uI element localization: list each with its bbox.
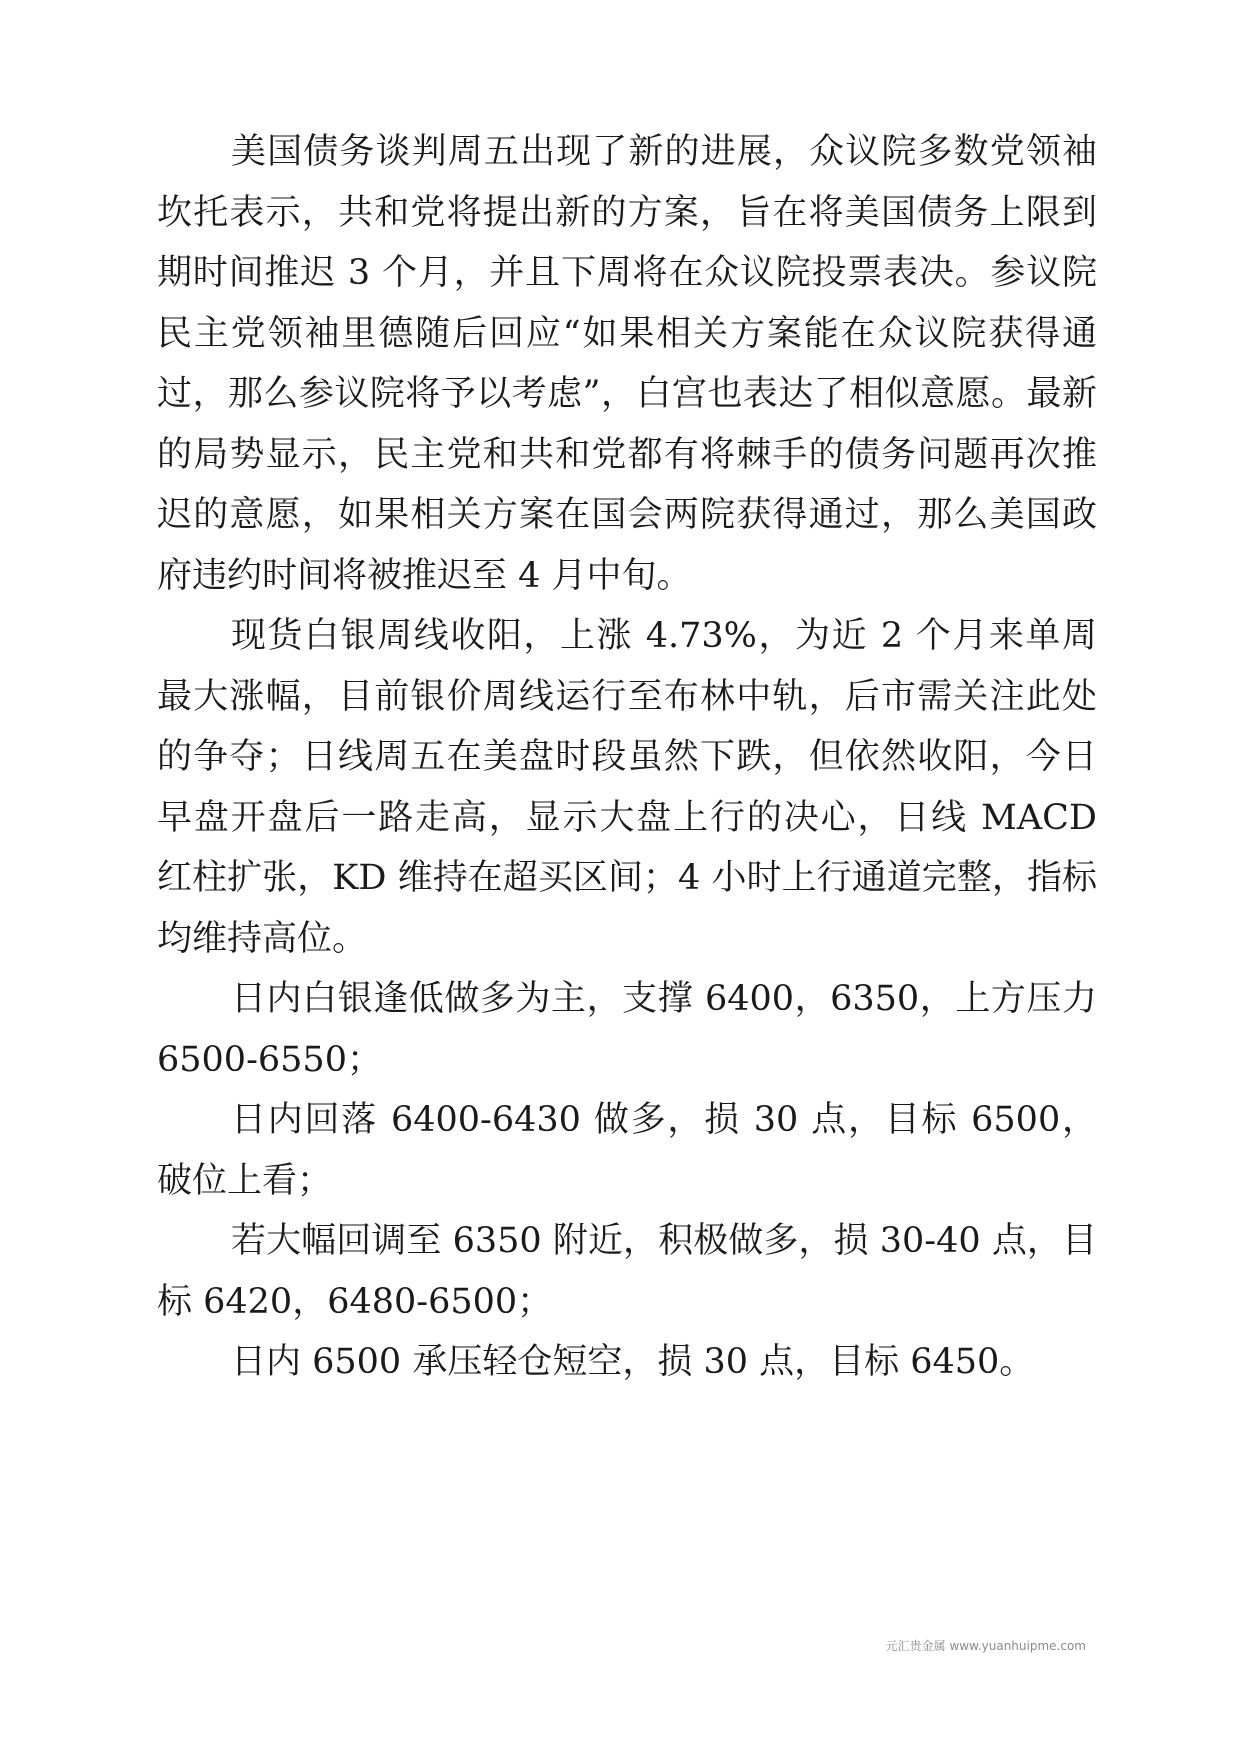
paragraph-deep-pullback-long: 若大幅回调至 6350 附近，积极做多，损 30-40 点，目标 6420，6480-6500； <box>157 1221 1097 1322</box>
paragraph-intraday-strategy: 日内白银逢低做多为主，支撑 6400，6350，上方压力 6500-6550； <box>157 979 1097 1080</box>
paragraph-short-position: 日内 6500 承压轻仓短空，损 30 点，目标 6450。 <box>231 1342 1035 1382</box>
page-footer: 元汇贵金属 www.yuanhuipme.com <box>885 1639 1086 1653</box>
paragraph-pullback-long: 日内回落 6400-6430 做多，损 30 点，目标 6500，破位上看； <box>157 1100 1097 1201</box>
paragraph-debt-negotiation: 美国债务谈判周五出现了新的进展，众议院多数党领袖坎托表示，共和党将提出新的方案，旨在将美国债务上限到期时间推迟 3 个月，并且下周将在众议院投票表决。参议院民主党领袖里德随后回应“如果相关方案能在众议院获得通过，那么参议院将予以考虑”，白宫也表达了相似意愿。最新的局势显示，民主党和共和党都有将棘手的债务问题再次推迟的意愿，如果相关方案在国会两院获得通过，那么美国政府违约时间将被推迟至 4 月中旬。 <box>157 132 1097 596</box>
document-body <box>157 122 1097 1393</box>
paragraph-silver-analysis: 现货白银周线收阳，上涨 4.73%，为近 2 个月来单周最大涨幅，目前银价周线运行至布林中轨，后市需关注此处的争夺；日线周五在美盘时段虽然下跌，但依然收阳，今日早盘开盘后一路走高，显示大盘上行的决心，日线 MACD 红柱扩张，KD 维持在超买区间；4 小时上行通道完整，指标均维持高位。 <box>157 616 1097 959</box>
